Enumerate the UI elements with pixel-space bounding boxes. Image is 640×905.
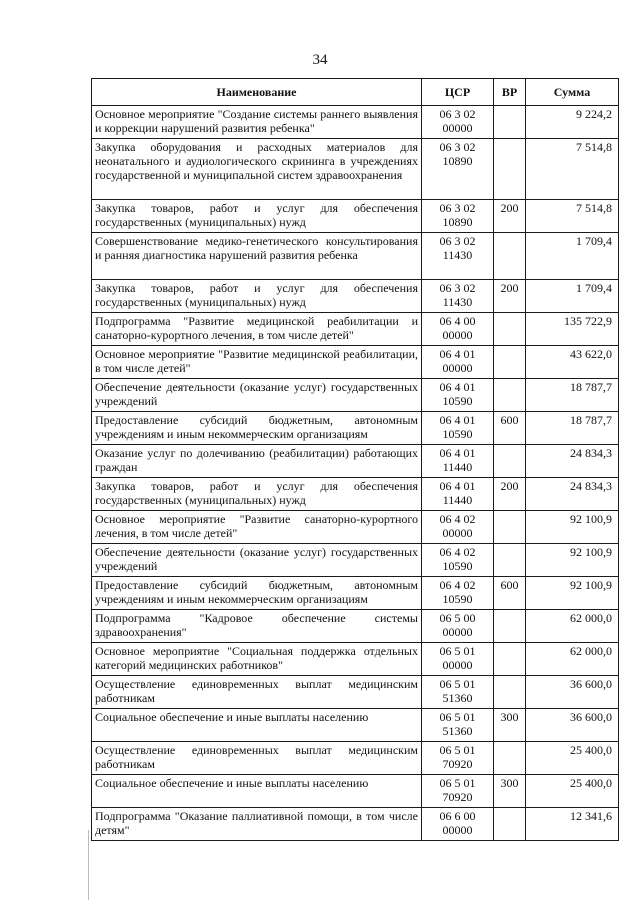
margin-line	[88, 830, 89, 900]
row-vr-cell	[494, 233, 526, 280]
row-name-cell: Совершенствование медико-генетического консультирования и ранняя диагностика нарушений развития ребенка	[92, 233, 422, 280]
table-row	[92, 544, 619, 577]
header-vr: ВР	[494, 79, 526, 106]
csr-code-part1: 06 5 01	[439, 776, 476, 790]
row-name-cell: Осуществление единовременных выплат медицинским работникам	[92, 742, 422, 775]
row-vr-cell: 200	[494, 280, 526, 313]
table-row	[92, 346, 619, 379]
table-row	[92, 313, 619, 346]
row-vr-cell: 300	[494, 709, 526, 742]
table-row	[92, 511, 619, 544]
row-vr-cell	[494, 313, 526, 346]
row-sum-cell: 24 834,3	[526, 478, 619, 511]
csr-code-part1: 06 3 02	[439, 140, 476, 154]
table-row	[92, 280, 619, 313]
row-csr-cell	[422, 106, 494, 139]
table-row	[92, 775, 619, 808]
row-csr-cell	[422, 709, 494, 742]
row-sum-cell: 25 400,0	[526, 775, 619, 808]
row-vr-cell	[494, 445, 526, 478]
table-row	[92, 200, 619, 233]
row-vr-cell	[494, 742, 526, 775]
csr-code-part2: 10590	[442, 427, 473, 441]
csr-code-part2: 70920	[442, 757, 473, 771]
row-name-cell: Закупка товаров, работ и услуг для обеспечения государственных (муниципальных) нужд	[92, 200, 422, 233]
row-csr-cell	[422, 280, 494, 313]
row-name-cell: Обеспечение деятельности (оказание услуг) государственных учреждений	[92, 544, 422, 577]
row-sum-cell: 36 600,0	[526, 709, 619, 742]
csr-code-part1: 06 4 01	[439, 413, 476, 427]
table-header-row	[92, 79, 619, 106]
csr-code-part2: 00000	[442, 361, 473, 375]
row-sum-cell: 62 000,0	[526, 643, 619, 676]
row-vr-cell: 600	[494, 577, 526, 610]
row-csr-cell	[422, 511, 494, 544]
table-row	[92, 233, 619, 280]
row-vr-cell	[494, 139, 526, 200]
csr-code-part1: 06 5 01	[439, 710, 476, 724]
csr-code-part2: 51360	[442, 691, 473, 705]
header-name: Наименование	[92, 79, 422, 106]
row-csr-cell	[422, 742, 494, 775]
row-name-cell: Основное мероприятие "Создание системы раннего выявления и коррекции нарушений развития ребенка"	[92, 106, 422, 139]
csr-code-part2: 10590	[442, 559, 473, 573]
csr-code-part1: 06 4 02	[439, 545, 476, 559]
csr-code-part1: 06 3 02	[439, 234, 476, 248]
csr-code-part1: 06 3 02	[439, 201, 476, 215]
row-name-cell: Подпрограмма "Кадровое обеспечение системы здравоохранения"	[92, 610, 422, 643]
csr-code-part2: 00000	[442, 526, 473, 540]
table-row	[92, 709, 619, 742]
row-vr-cell	[494, 511, 526, 544]
csr-code-part2: 00000	[442, 121, 473, 135]
table-row	[92, 106, 619, 139]
row-sum-cell: 1 709,4	[526, 280, 619, 313]
row-name-cell: Основное мероприятие "Социальная поддержка отдельных категорий медицинских работников"	[92, 643, 422, 676]
row-vr-cell	[494, 544, 526, 577]
row-name-cell: Предоставление субсидий бюджетным, автономным учреждениям и иным некоммерческим организациям	[92, 577, 422, 610]
row-sum-cell: 62 000,0	[526, 610, 619, 643]
csr-code-part2: 00000	[442, 625, 473, 639]
row-name-cell: Закупка оборудования и расходных материалов для неонатального и аудиологического скрининга в учреждениях государственной и муниципальной систем здравоохранения	[92, 139, 422, 200]
csr-code-part1: 06 3 02	[439, 107, 476, 121]
row-sum-cell: 7 514,8	[526, 139, 619, 200]
row-vr-cell: 200	[494, 200, 526, 233]
row-name-cell: Социальное обеспечение и иные выплаты населению	[92, 775, 422, 808]
table-row	[92, 676, 619, 709]
csr-code-part2: 51360	[442, 724, 473, 738]
row-name-cell: Осуществление единовременных выплат медицинским работникам	[92, 676, 422, 709]
row-sum-cell: 9 224,2	[526, 106, 619, 139]
csr-code-part2: 11440	[442, 493, 473, 507]
row-csr-cell	[422, 610, 494, 643]
budget-table	[91, 78, 619, 841]
row-sum-cell: 24 834,3	[526, 445, 619, 478]
csr-code-part2: 11430	[442, 295, 473, 309]
row-name-cell: Закупка товаров, работ и услуг для обеспечения государственных (муниципальных) нужд	[92, 280, 422, 313]
row-sum-cell: 18 787,7	[526, 379, 619, 412]
csr-code-part2: 10590	[442, 592, 473, 606]
csr-code-part2: 10890	[442, 154, 473, 168]
row-name-cell: Предоставление субсидий бюджетным, автономным учреждениям и иным некоммерческим организациям	[92, 412, 422, 445]
csr-code-part1: 06 5 01	[439, 644, 476, 658]
table-row	[92, 379, 619, 412]
csr-code-part1: 06 4 01	[439, 347, 476, 361]
table-row	[92, 445, 619, 478]
csr-code-part1: 06 4 01	[439, 479, 476, 493]
csr-code-part1: 06 6 00	[439, 809, 476, 823]
row-csr-cell	[422, 676, 494, 709]
row-csr-cell	[422, 379, 494, 412]
row-name-cell: Подпрограмма "Развитие медицинской реабилитации и санаторно-курортного лечения, в том числе детей"	[92, 313, 422, 346]
csr-code-part1: 06 4 02	[439, 512, 476, 526]
csr-code-part2: 70920	[442, 790, 473, 804]
csr-code-part1: 06 4 02	[439, 578, 476, 592]
row-vr-cell: 200	[494, 478, 526, 511]
row-sum-cell: 92 100,9	[526, 577, 619, 610]
row-name-cell: Социальное обеспечение и иные выплаты населению	[92, 709, 422, 742]
row-vr-cell	[494, 346, 526, 379]
csr-code-part1: 06 3 02	[439, 281, 476, 295]
csr-code-part1: 06 5 00	[439, 611, 476, 625]
csr-code-part2: 11440	[442, 460, 473, 474]
csr-code-part2: 00000	[442, 328, 473, 342]
row-vr-cell: 300	[494, 775, 526, 808]
row-sum-cell: 12 341,6	[526, 808, 619, 841]
row-csr-cell	[422, 200, 494, 233]
row-sum-cell: 1 709,4	[526, 233, 619, 280]
table-row	[92, 412, 619, 445]
row-sum-cell: 135 722,9	[526, 313, 619, 346]
row-vr-cell: 600	[494, 412, 526, 445]
row-csr-cell	[422, 577, 494, 610]
row-csr-cell	[422, 808, 494, 841]
row-sum-cell: 25 400,0	[526, 742, 619, 775]
table-row	[92, 610, 619, 643]
row-csr-cell	[422, 643, 494, 676]
row-name-cell: Закупка товаров, работ и услуг для обеспечения государственных (муниципальных) нужд	[92, 478, 422, 511]
row-name-cell: Обеспечение деятельности (оказание услуг) государственных учреждений	[92, 379, 422, 412]
row-sum-cell: 18 787,7	[526, 412, 619, 445]
row-sum-cell: 7 514,8	[526, 200, 619, 233]
row-csr-cell	[422, 478, 494, 511]
row-sum-cell: 92 100,9	[526, 544, 619, 577]
row-csr-cell	[422, 775, 494, 808]
row-csr-cell	[422, 346, 494, 379]
csr-code-part2: 00000	[442, 658, 473, 672]
csr-code-part1: 06 5 01	[439, 743, 476, 757]
header-csr: ЦСР	[422, 79, 494, 106]
csr-code-part2: 00000	[442, 823, 473, 837]
row-sum-cell: 43 622,0	[526, 346, 619, 379]
row-vr-cell	[494, 643, 526, 676]
row-name-cell: Подпрограмма "Оказание паллиативной помощи, в том числе детям"	[92, 808, 422, 841]
row-sum-cell: 92 100,9	[526, 511, 619, 544]
table-body	[92, 106, 619, 841]
csr-code-part2: 11430	[442, 248, 473, 262]
page-number: 34	[312, 52, 328, 68]
csr-code-part1: 06 4 00	[439, 314, 476, 328]
row-csr-cell	[422, 139, 494, 200]
csr-code-part1: 06 4 01	[439, 446, 476, 460]
row-sum-cell: 36 600,0	[526, 676, 619, 709]
row-name-cell: Оказание услуг по долечиванию (реабилитации) работающих граждан	[92, 445, 422, 478]
row-csr-cell	[422, 233, 494, 280]
row-vr-cell	[494, 106, 526, 139]
row-name-cell: Основное мероприятие "Развитие медицинской реабилитации, в том числе детей"	[92, 346, 422, 379]
row-csr-cell	[422, 412, 494, 445]
row-csr-cell	[422, 544, 494, 577]
header-sum: Сумма	[526, 79, 619, 106]
row-vr-cell	[494, 379, 526, 412]
table-row	[92, 478, 619, 511]
csr-code-part1: 06 4 01	[439, 380, 476, 394]
csr-code-part2: 10590	[442, 394, 473, 408]
row-vr-cell	[494, 610, 526, 643]
table-row	[92, 808, 619, 841]
row-vr-cell	[494, 676, 526, 709]
row-vr-cell	[494, 808, 526, 841]
csr-code-part1: 06 5 01	[439, 677, 476, 691]
row-csr-cell	[422, 313, 494, 346]
row-name-cell: Основное мероприятие "Развитие санаторно-курортного лечения, в том числе детей"	[92, 511, 422, 544]
table-row	[92, 643, 619, 676]
table-row	[92, 742, 619, 775]
csr-code-part2: 10890	[442, 215, 473, 229]
row-csr-cell	[422, 445, 494, 478]
table-row	[92, 577, 619, 610]
table-row	[92, 139, 619, 200]
